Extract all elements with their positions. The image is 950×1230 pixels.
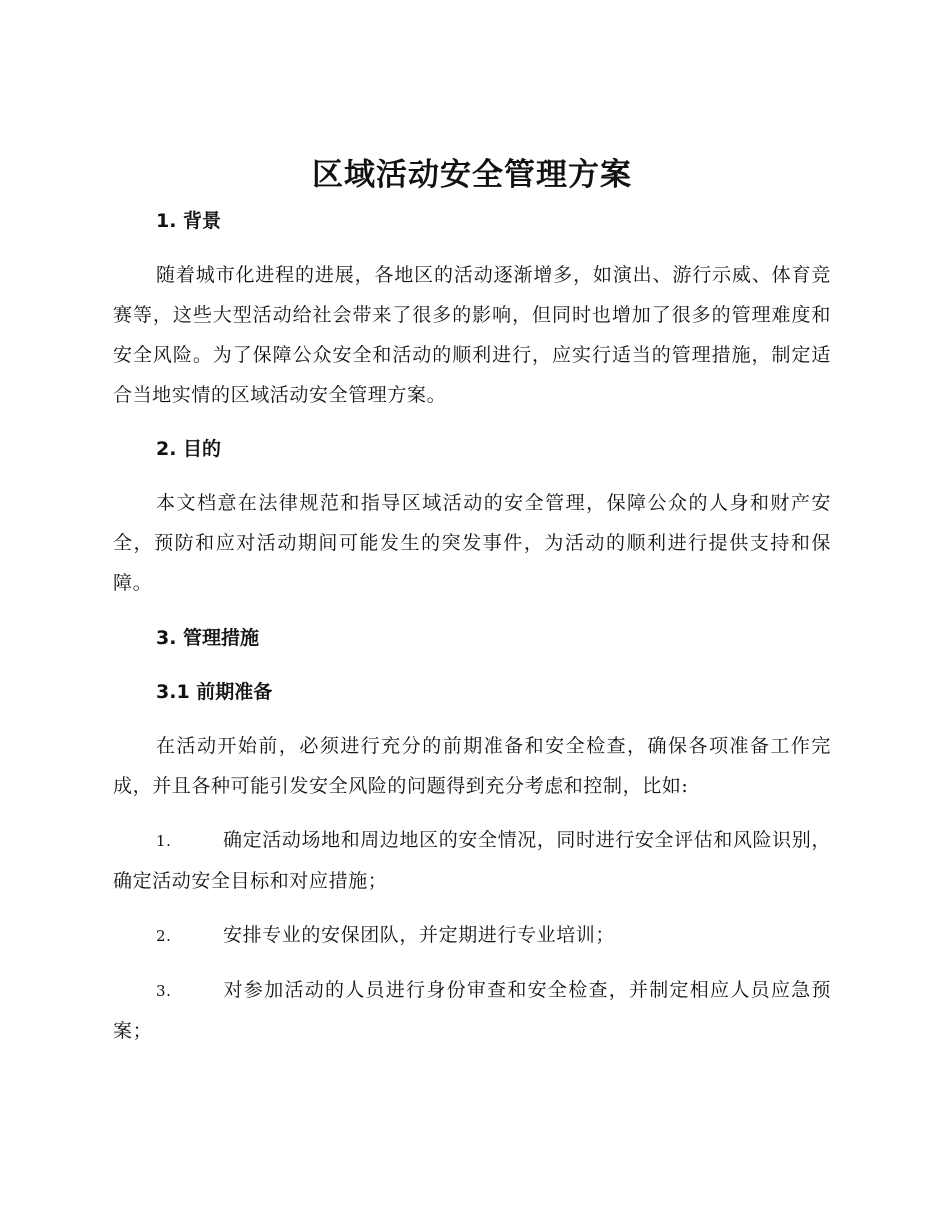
spacer [113, 901, 831, 915]
spacer [113, 241, 831, 255]
section-heading-background: 1. 背景 [156, 210, 222, 232]
spacer [113, 806, 831, 820]
spacer [113, 658, 831, 672]
spacer [113, 956, 831, 970]
list-item-text: 对参加活动的人员进行身份审查和安全检查，并制定相应人员应急预案； [113, 979, 831, 1042]
list-item-number: 1. [156, 832, 172, 850]
paragraph-purpose: 本文档意在法律规范和指导区域活动的安全管理，保障公众的人身和财产安全，预防和应对活动期间可能发生的突发事件，为活动的顺利进行提供支持和保障。 [113, 492, 831, 594]
paragraph-background: 随着城市化进程的进展，各地区的活动逐渐增多，如演出、游行示威、体育竞赛等，这些大型活动给社会带来了很多的影响，但同时也增加了很多的管理难度和安全风险。为了保障公众安全和活动的顺利进行，应实行适当的管理措施，制定适合当地实情的区域活动安全管理方案。 [113, 264, 831, 406]
list-item-number: 2. [156, 927, 172, 945]
spacer [113, 712, 831, 726]
spacer [113, 469, 831, 483]
list-item [113, 970, 831, 1051]
list-item-text: 确定活动场地和周边地区的安全情况，同时进行安全评估和风险识别，确定活动安全目标和对应措施； [113, 829, 831, 892]
list-item [113, 915, 831, 956]
list-item [113, 820, 831, 901]
spacer [113, 415, 831, 429]
document-page [113, 150, 831, 1051]
subsection-heading-preparation: 3.1 前期准备 [156, 681, 273, 703]
section-heading-measures: 3. 管理措施 [156, 627, 260, 649]
list-item-number: 3. [156, 982, 172, 1000]
section-heading-purpose: 2. 目的 [156, 438, 222, 460]
list-item-text: 安排专业的安保团队，并定期进行专业培训； [223, 924, 616, 946]
spacer [113, 603, 831, 618]
paragraph-preparation: 在活动开始前，必须进行充分的前期准备和安全检查，确保各项准备工作完成，并且各种可能引发安全风险的问题得到充分考虑和控制，比如: [113, 735, 831, 797]
document-title: 区域活动安全管理方案 [312, 157, 632, 193]
